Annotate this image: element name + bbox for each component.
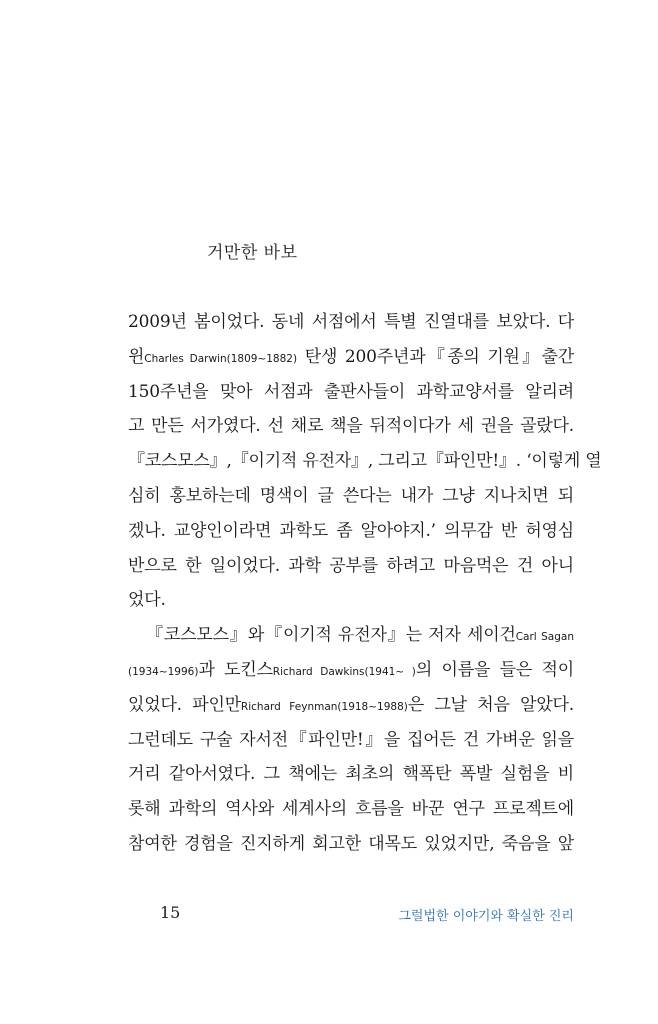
- inline-gloss: Richard Feynman(1918~1988): [240, 700, 408, 713]
- inline-gloss: Carl Sagan: [515, 631, 574, 644]
- text-segment: 2009년 봄이었다. 동네 서점에서 특별 진열대를 보았다. 다: [128, 312, 574, 332]
- inline-gloss: (1934~1996): [128, 665, 199, 678]
- text-segment: 윈: [128, 346, 145, 367]
- text-segment: 거리 같아서였다. 그 책에는 최초의 핵폭탄 폭발 실험을 비: [128, 764, 574, 785]
- text-line: [128, 583, 574, 618]
- text-segment: 었다.: [128, 590, 166, 611]
- text-segment: 있었다. 파인만: [128, 694, 241, 715]
- text-segment: 의 이름을 들은 적이: [415, 659, 575, 680]
- text-segment: 150주년을 맞아 서점과 출판사들이 과학교양서를 알리려: [128, 381, 574, 402]
- text-line: [128, 653, 574, 688]
- text-line: [128, 444, 602, 479]
- text-segment: 반으로 한 일이었다. 과학 공부를 하려고 마음먹은 건 아니: [128, 555, 574, 576]
- text-line: [128, 340, 574, 375]
- text-line: [128, 723, 574, 758]
- text-segment: 과 도킨스: [198, 659, 273, 680]
- text-segment: 은 그날 처음 알았다.: [407, 694, 574, 715]
- chapter-title: 거만한 바보: [207, 243, 298, 263]
- text-line: [128, 409, 574, 444]
- text-line: [128, 792, 574, 827]
- text-segment: 『코스모스』,『이기적 유전자』, 그리고『파인만!』. ‘이렇게 열: [128, 451, 602, 472]
- inline-gloss: Charles Darwin(1809~1882): [144, 352, 298, 365]
- inline-gloss: Richard Dawkins(1941~ ): [272, 665, 416, 678]
- text-segment: 심히 홍보하는데 명색이 글 쓴다는 내가 그냥 지나치면 되: [128, 485, 574, 506]
- text-segment: 그런데도 구술 자서전『파인만!』을 집어든 건 가벼운 읽을: [128, 729, 574, 750]
- text-segment: 롯해 과학의 역사와 세계사의 흐름을 바꾼 연구 프로젝트에: [128, 799, 574, 820]
- text-line: [128, 514, 574, 549]
- text-segment: 『코스모스』와『이기적 유전자』는 저자 세이건: [146, 625, 516, 646]
- page-number: 15: [160, 903, 181, 922]
- text-line: [128, 618, 574, 653]
- text-segment: 고 만든 서가였다. 선 채로 책을 뒤적이다가 세 권을 골랐다.: [128, 416, 574, 437]
- running-head: 그럴법한 이야기와 확실한 진리: [398, 909, 574, 924]
- text-line: [128, 757, 574, 792]
- text-segment: 겠나. 교양인이라면 과학도 좀 알아야지.’ 의무감 반 허영심: [128, 520, 574, 541]
- text-line: [128, 479, 574, 514]
- text-segment: 탄생 200주년과『종의 기원』출간: [297, 346, 574, 367]
- text-segment: 참여한 경험을 진지하게 회고한 대목도 있었지만, 죽음을 앞: [128, 833, 574, 854]
- text-line: [128, 688, 574, 723]
- text-line: [128, 827, 574, 862]
- text-line: [128, 375, 574, 410]
- text-line: [128, 305, 574, 340]
- body-text: [128, 305, 602, 862]
- text-line: [128, 549, 574, 584]
